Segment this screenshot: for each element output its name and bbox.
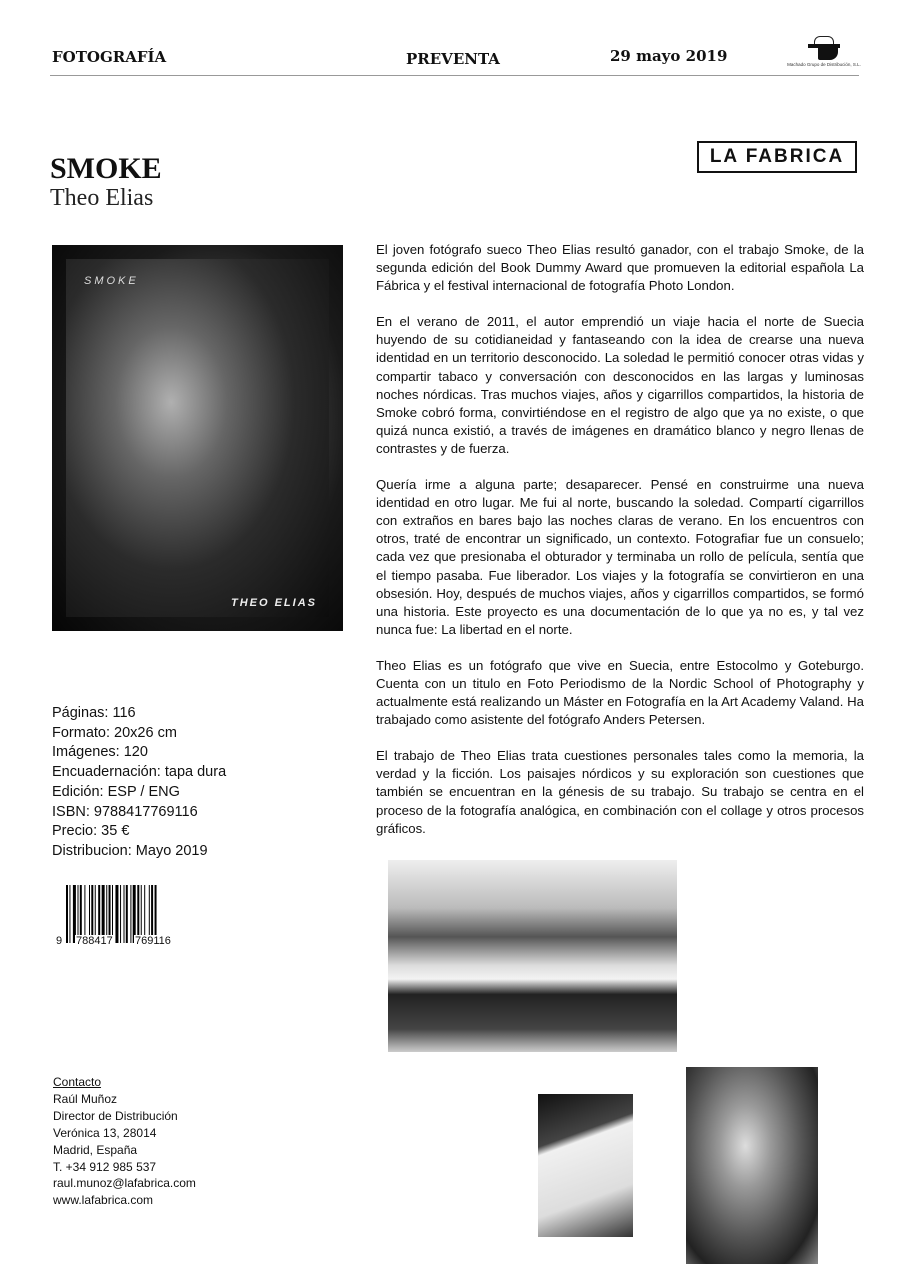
barcode-bar [115,885,118,943]
building-photo [538,1094,633,1237]
date-label: 29 mayo 2019 [610,47,728,65]
spec-price: Precio: 35 € [52,823,130,840]
header-divider [50,75,859,76]
cover-title: SMOKE [84,275,139,287]
book-cover-image [52,245,343,631]
barcode-bar [130,885,131,943]
contact-role: Director de Distribución [53,1108,178,1123]
barcode-bar [69,885,70,943]
paragraph: Quería irme a alguna parte; desaparecer. Pensé en construirme una nueva identidad en otro lugar. Me fui al norte, buscando la soledad. Compartí cigarrillos con extraños en bares bajo las noches claras de verano. En los encuentros con otros, traté de encontrar un significado, un contexto. Fotografiar fue un consuelo; cada vez que presionaba el obturador y terminaba un rollo de película, sentía que el tiempo pasaba. Fue liberador. Los viajes y la fotografía se convirtieron en una obsesión. Hoy, después de muchos viajes, años y cigarrillos compartidos, se formó una historia. Este proyecto es una documentación de lo que ya no es, y tal vez nunca fue: La libertad en el norte. [376,477,864,637]
landscape-birds-photo [388,860,677,1052]
portrait-photo [686,1067,818,1264]
spec-images: Imágenes: 120 [52,744,148,761]
contact-street: Verónica 13, 28014 [53,1125,157,1140]
hat-figure-icon [806,32,842,62]
barcode-digit-1: 9 [56,935,63,947]
contact-city: Madrid, España [53,1142,138,1157]
spec-edition: Edición: ESP / ENG [52,783,180,800]
spec-pages: Páginas: 116 [52,705,136,721]
contact-block [53,1074,196,1209]
section-label: FOTOGRAFÍA [52,48,167,66]
distributor-logo-text: Machado Grupo de Distribución, S.L. [787,62,861,67]
barcode-bar [66,885,68,943]
publisher-logo: LA FABRICA [697,141,857,173]
paragraph: Theo Elias es un fotógrafo que vive en Suecia, entre Estocolmo y Goteburgo. Cuenta con un titulo en Foto Periodismo de la Nordic School of Photography y actualmente está realizando un Máster en Fotografía en la Art Academy Valand. Ha trabajado como asistente del fotógrafo Anders Petersen. [376,657,864,728]
distributor-logo [786,32,862,67]
spec-distribution: Distribucion: Mayo 2019 [52,842,208,859]
barcode-bar [126,885,128,943]
contact-email[interactable]: raul.munoz@lafabrica.com [53,1176,196,1191]
paragraph: En el verano de 2011, el autor emprendió un viaje hacia el norte de Suecia huyendo de su cotidianeidad y fantaseando con la idea de crearse una nueva identidad en un territorio desconocido. La soledad le permitió conocer otras vidas y compartir tabaco y conversación con desconocidos en las largas y luminosas noches nórdicas. Tras muchos viajes, años y cigarrillos compartidos, la historia de Smoke cobró forma, convirtiéndose en el registro de algo que ya no existe, o que quizá nunca existió, a través de imágenes en dramático blanco y negro llenas de contrastes y de fuerza. [376,314,864,456]
description [376,241,864,856]
status-label: PREVENTA [406,50,500,68]
paragraph: El trabajo de Theo Elias trata cuestiones personales tales como la memoria, la verdad y la ficción. Los paisajes nórdicos y su exploración son cuestiones que también se encuentran en la génesis de su trabajo. Su trabajo se centra en el proceso de la fotografía analógica, en combinación con el collage y otros procesos gráficos. [376,748,864,836]
contact-name: Raúl Muñoz [53,1091,118,1106]
contact-heading: Contacto [53,1075,102,1089]
barcode-bar [120,885,121,943]
cover-author: THEO ELIAS [230,597,317,609]
paragraph: El joven fotógrafo sueco Theo Elias resultó ganador, con el trabajo Smoke, de la segunda edición del Book Dummy Award que promueven la editorial española La Fábrica y el festival internacional de fotografía Photo London. [376,242,864,294]
contact-website[interactable]: www.lafabrica.com [53,1193,154,1208]
book-author: Theo Elias [50,185,154,211]
book-specs [52,704,226,862]
spec-isbn: ISBN: 9788417769116 [52,803,198,820]
barcode-bar [124,885,125,943]
contact-phone: T. +34 912 985 537 [53,1159,157,1174]
spec-format: Formato: 20x26 cm [52,724,177,741]
barcode-digits-3: 769116 [135,935,171,947]
barcode-digits-2: 788417 [76,935,113,947]
spec-binding: Encuadernación: tapa dura [52,764,227,781]
book-title: SMOKE [50,152,162,185]
isbn-barcode [56,885,191,951]
